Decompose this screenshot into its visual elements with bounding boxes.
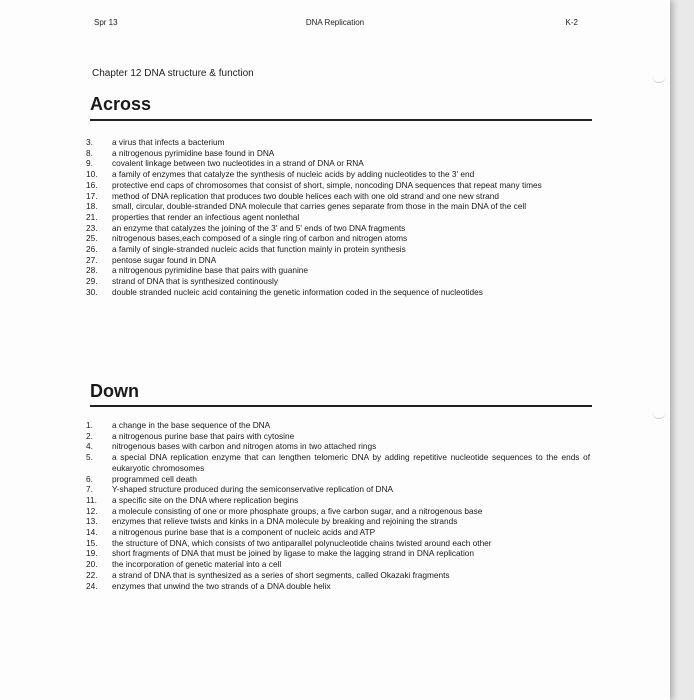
clue-number: 20. xyxy=(86,559,98,570)
clue-number: 10. xyxy=(86,169,98,180)
clue-number: 6. xyxy=(86,473,93,484)
clue-text: double stranded nucleic acid containing the genetic information coded in the sequence of nucleotides xyxy=(112,286,483,297)
down-clue-list xyxy=(86,420,590,591)
clue-text: small, circular, double-stranded DNA molecule that carries genes separate from those in the main DNA of the cell xyxy=(112,201,527,212)
clue-text: enzymes that relieve twists and kinks in a DNA molecule by breaking and rejoining the strands xyxy=(112,516,458,527)
clue-number: 21. xyxy=(86,211,98,222)
clue-text: programmed cell death xyxy=(112,473,197,484)
down-clue xyxy=(86,548,590,559)
header-code: K-2 xyxy=(565,18,578,27)
across-divider xyxy=(90,119,592,121)
down-clue xyxy=(86,527,590,538)
down-clue xyxy=(86,474,590,485)
clue-text: the incorporation of genetic material into a cell xyxy=(112,559,282,570)
clue-number: 11. xyxy=(86,494,97,505)
clue-number: 5. xyxy=(86,452,93,463)
clue-text: a family of single-stranded nucleic acids that function mainly in protein synthesis xyxy=(112,244,406,255)
clue-text: a change in the base sequence of the DNA xyxy=(112,420,271,430)
down-clue xyxy=(86,484,590,495)
clue-number: 3. xyxy=(86,137,93,147)
clue-text: a nitrogenous pyrimidine base that pairs with guanine xyxy=(112,265,309,276)
clue-number: 22. xyxy=(86,569,98,580)
clue-number: 2. xyxy=(86,430,93,441)
across-clue xyxy=(86,137,590,148)
clue-text: Y-shaped structure produced during the semiconservative replication of DNA xyxy=(112,484,394,495)
across-clue-list xyxy=(86,137,590,298)
clue-text: a strand of DNA that is synthesized as a series of short segments, called Okazaki fragments xyxy=(112,569,450,580)
clue-text: a virus that infects a bacterium xyxy=(112,137,225,147)
across-heading: Across xyxy=(90,94,152,114)
across-clue xyxy=(86,201,590,212)
clue-number: 16. xyxy=(86,179,98,190)
clue-text: the structure of DNA, which consists of two antiparallel polynucleotide chains twisted around each other xyxy=(112,537,492,548)
down-divider xyxy=(90,405,592,407)
across-clue xyxy=(86,169,590,180)
clue-text: a nitrogenous pyrimidine base found in DNA xyxy=(112,147,275,158)
header-topic: DNA Replication xyxy=(305,18,365,27)
across-clue xyxy=(86,265,590,276)
page-curl-mark xyxy=(652,410,666,419)
clue-text: method of DNA replication that produces two double helices each with one old strand and one new strand xyxy=(112,190,499,201)
across-clue xyxy=(86,233,590,244)
clue-number: 19. xyxy=(86,548,98,559)
down-clue xyxy=(86,495,590,506)
down-clue xyxy=(86,506,590,517)
down-clue xyxy=(86,516,590,527)
clue-number: 26. xyxy=(86,244,98,255)
clue-text: covalent linkage between two nucleotides in a strand of DNA or RNA xyxy=(112,158,364,169)
across-clue xyxy=(86,191,590,202)
across-clue xyxy=(86,255,590,266)
down-clue xyxy=(86,441,590,452)
clue-text: enzymes that unwind the two strands of a DNA double helix xyxy=(112,580,331,591)
clue-text: nitrogenous bases with carbon and nitrogen atoms in two attached rings xyxy=(112,441,377,452)
clue-number: 29. xyxy=(86,276,98,287)
clue-number: 28. xyxy=(86,265,98,276)
clue-text: a nitrogenous purine base that is a component of nucleic acids and ATP xyxy=(112,527,376,538)
clue-number: 15. xyxy=(86,537,98,548)
clue-number: 18. xyxy=(86,201,98,212)
chapter-title: Chapter 12 DNA structure & function xyxy=(92,68,254,79)
across-clue xyxy=(86,158,590,169)
across-clue xyxy=(86,244,590,255)
clue-text: strand of DNA that is synthesized continously xyxy=(112,276,279,287)
clue-text: pentose sugar found in DNA xyxy=(112,254,217,265)
clue-number: 14. xyxy=(86,527,98,538)
across-clue xyxy=(86,276,590,287)
clue-text: a family of enzymes that catalyze the synthesis of nucleic acids by adding nucleotides to the 3' end xyxy=(112,169,475,180)
clue-text: protective end caps of chromosomes that consist of short, simple, noncoding DNA sequences that repeat many times xyxy=(112,179,542,190)
down-clue xyxy=(86,559,590,570)
across-clue xyxy=(86,223,590,234)
page-curl-mark xyxy=(652,74,666,83)
clue-number: 4. xyxy=(86,441,93,452)
clue-text: an enzyme that catalyzes the joining of the 3' and 5' ends of two DNA fragments xyxy=(112,222,406,233)
clue-number: 7. xyxy=(86,484,93,495)
down-clue xyxy=(86,581,590,592)
clue-number: 17. xyxy=(86,190,98,201)
down-clue xyxy=(86,570,590,581)
clue-number: 25. xyxy=(86,233,98,244)
down-clue xyxy=(86,538,590,549)
across-clue xyxy=(86,148,590,159)
down-clue xyxy=(86,420,590,431)
clue-text: a nitrogenous purine base that pairs with cytosine xyxy=(112,430,295,441)
down-heading: Down xyxy=(90,381,139,401)
clue-number: 12. xyxy=(86,505,98,516)
clue-number: 8. xyxy=(86,147,93,158)
clue-text: properties that render an infectious agent nonlethal xyxy=(112,211,300,222)
down-clue xyxy=(86,431,590,442)
clue-number: 23. xyxy=(86,222,98,233)
across-clue xyxy=(86,180,590,191)
clue-text: a specific site on the DNA where replication begins xyxy=(112,494,299,505)
clue-number: 27. xyxy=(86,254,98,265)
across-clue xyxy=(86,287,590,298)
clue-number: 1. xyxy=(86,420,93,430)
clue-number: 13. xyxy=(86,516,98,527)
clue-number: 24. xyxy=(86,580,98,591)
across-clue xyxy=(86,212,590,223)
clue-number: 30. xyxy=(86,286,98,297)
clue-text: a molecule consisting of one or more phosphate groups, a five carbon sugar, and a nitrogenous base xyxy=(112,505,483,516)
clue-number: 9. xyxy=(86,158,93,169)
clue-text: nitrogenous bases,each composed of a single ring of carbon and nitrogen atoms xyxy=(112,233,408,244)
down-clue xyxy=(86,452,590,473)
header-term: Spr 13 xyxy=(94,18,118,27)
clue-text: a special DNA replication enzyme that can lengthen telomeric DNA by adding repetitive nucleotide sequences to the ends of eukaryotic chromosomes xyxy=(112,452,590,473)
clue-text: short fragments of DNA that must be joined by ligase to make the lagging strand in DNA replication xyxy=(112,548,475,559)
